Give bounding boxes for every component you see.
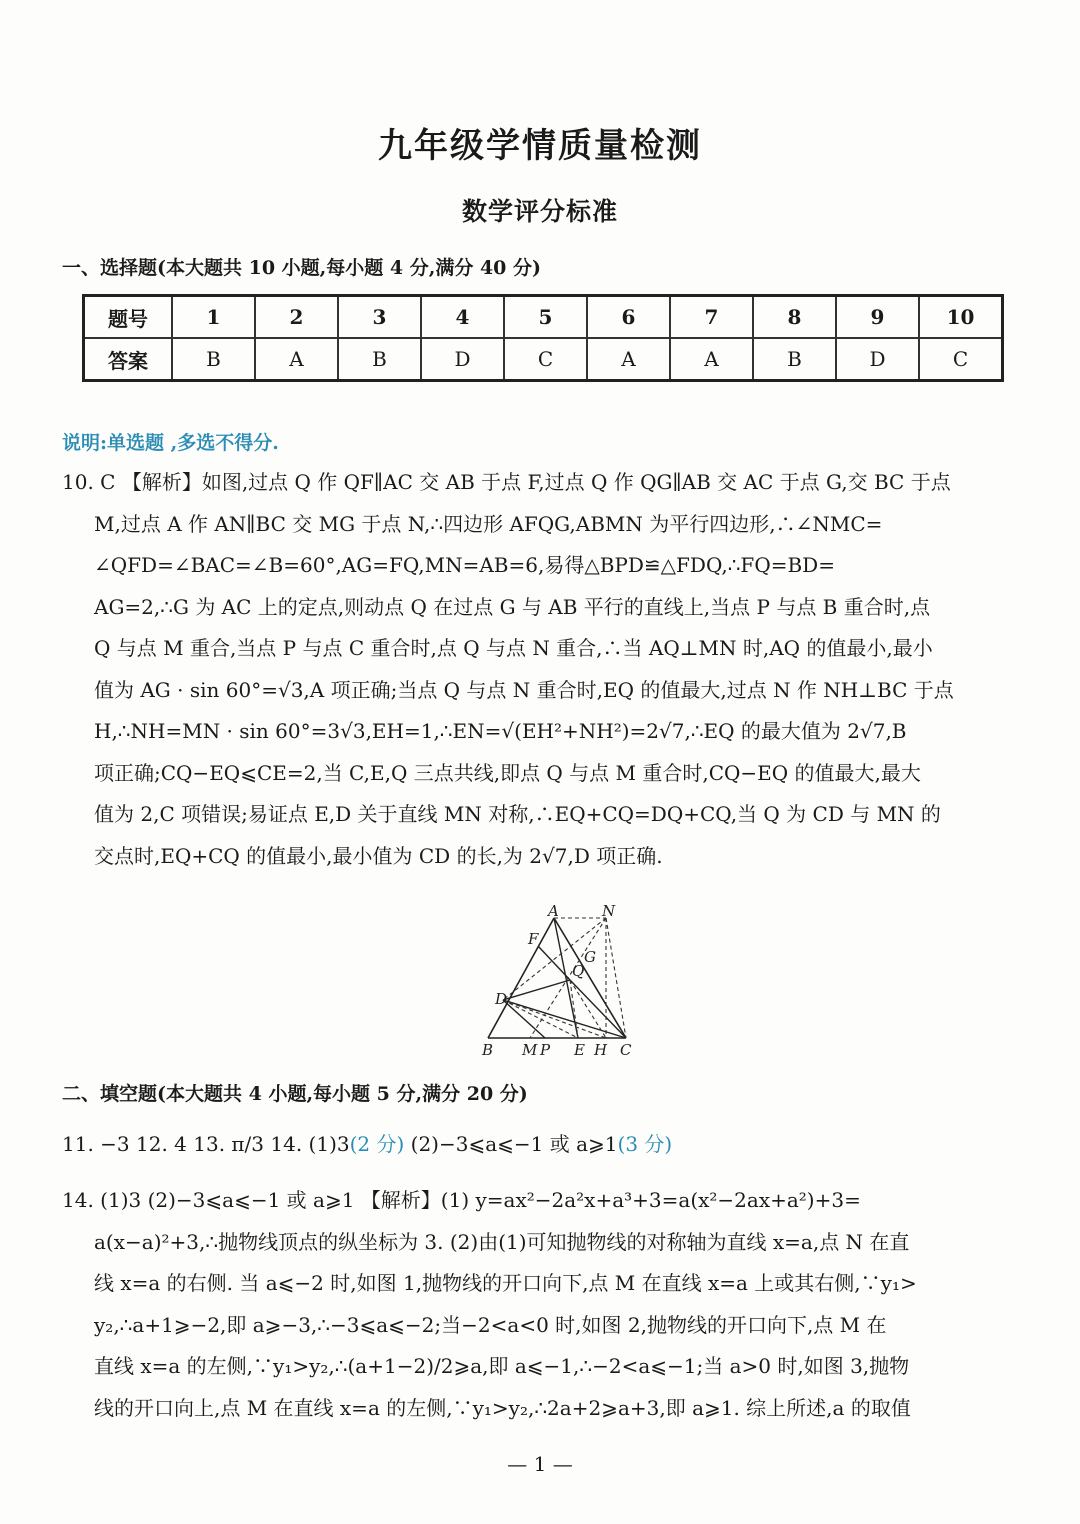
text-line: Q 与点 M 重合,当点 P 与点 C 重合时,点 Q 与点 N 重合,∴当 AQ⊥MN 时,AQ 的值最小,最小	[94, 636, 933, 660]
table-cell: 5	[504, 296, 587, 339]
text-line: 线 x=a 的右侧. 当 a⩽−2 时,如图 1,抛物线的开口向下,点 M 在直线 x=a 上或其右侧,∵y₁>	[94, 1271, 917, 1295]
text-line: 直线 x=a 的左侧,∵y₁>y₂,∴(a+1−2)/2⩾a,即 a⩽−1,∴−2<a⩽−1;当 a>0 时,如图 3,抛物	[94, 1354, 910, 1378]
text-line: 交点时,EQ+CQ 的值最小,最小值为 CD 的长,为 2√7,D 项正确.	[94, 843, 663, 868]
text-line: 值为 AG · sin 60°=√3,A 项正确;当点 Q 与点 N 重合时,EQ 的值最大,过点 N 作 NH⊥BC 于点	[94, 677, 954, 702]
score-label: (3 分)	[617, 1132, 673, 1156]
table-header-number: 题号	[84, 296, 173, 339]
q14-solution	[62, 1180, 917, 1429]
answer-table	[82, 294, 1004, 382]
label-e: E	[574, 1041, 585, 1059]
page-title: 九年级学情质量检测	[378, 126, 702, 166]
dashed-dh	[503, 1000, 606, 1038]
label-q: Q	[572, 962, 585, 980]
label-b: B	[482, 1041, 494, 1059]
section-heading-fill: 二、填空题(本大题共 4 小题,每小题 5 分,满分 20 分)	[62, 1083, 528, 1105]
table-cell: 2	[255, 296, 338, 339]
score-label: (2 分)	[349, 1132, 405, 1156]
label-h: H	[594, 1041, 608, 1059]
q10-solution	[62, 462, 954, 877]
fill-answer-text: (2)−3⩽a⩽−1 或 a⩾1	[404, 1132, 618, 1156]
segment-dp	[503, 1000, 545, 1038]
dashed-qe	[570, 980, 578, 1038]
label-m: M	[522, 1041, 538, 1059]
note-text: 说明:单选题 ,多选不得分.	[62, 432, 279, 454]
text-line: M,过点 A 作 AN∥BC 交 MG 于点 N,∴四边形 AFQG,ABMN 为平行四边形,∴∠NMC=	[94, 511, 883, 536]
table-cell: 8	[753, 296, 836, 339]
fill-answer-text: 11. −3 12. 4 13. π/3 14. (1)3	[62, 1132, 350, 1156]
label-a: A	[548, 902, 559, 920]
text-line: ∠QFD=∠BAC=∠B=60°,AG=FQ,MN=AB=6,易得△BPD≌△FDQ,∴FQ=BD=	[94, 553, 835, 577]
text-line: H,∴NH=MN · sin 60°=3√3,EH=1,∴EN=√(EH²+NH²)=2√7,∴EQ 的最大值为 2√7,B	[94, 719, 907, 743]
table-header-answer: 答案	[84, 338, 173, 381]
text-line: 项正确;CQ−EQ⩽CE=2,当 C,E,Q 三点共线,即点 Q 与点 M 重合时,CQ−EQ 的值最大,最大	[94, 760, 921, 785]
table-cell: A	[670, 338, 753, 381]
table-cell: B	[338, 338, 421, 381]
table-cell: 9	[836, 296, 919, 339]
table-cell: B	[172, 338, 255, 381]
text-line: 值为 2,C 项错误;易证点 E,D 关于直线 MN 对称,∴EQ+CQ=DQ+CQ,当 Q 为 CD 与 MN 的	[94, 802, 941, 826]
section-heading-choice: 一、选择题(本大题共 10 小题,每小题 4 分,满分 40 分)	[62, 257, 541, 279]
table-cell: 7	[670, 296, 753, 339]
page-subtitle: 数学评分标准	[461, 197, 618, 226]
table-row	[84, 296, 1003, 339]
table-cell: 3	[338, 296, 421, 339]
segment-ab	[488, 918, 554, 1038]
table-cell: D	[836, 338, 919, 381]
page-number: — 1 —	[507, 1452, 573, 1476]
segment-ac	[554, 918, 626, 1038]
text-line: a(x−a)²+3,∴抛物线顶点的纵坐标为 3. (2)由(1)可知抛物线的对称轴为直线 x=a,点 N 在直	[94, 1229, 910, 1254]
table-cell: 10	[919, 296, 1003, 339]
label-f: F	[528, 930, 539, 948]
table-cell: 6	[587, 296, 670, 339]
table-cell: C	[504, 338, 587, 381]
table-cell: C	[919, 338, 1003, 381]
table-cell: 1	[172, 296, 255, 339]
geometry-figure	[470, 900, 640, 1060]
label-g: G	[584, 948, 596, 966]
table-row	[84, 338, 1003, 381]
table-cell: D	[421, 338, 504, 381]
table-cell: B	[753, 338, 836, 381]
label-n: N	[602, 902, 616, 920]
dashed-qh	[570, 980, 606, 1038]
text-line: 线的开口向上,点 M 在直线 x=a 的左侧,∵y₁>y₂,∴2a+2⩾a+3,即 a⩾1. 综上所述,a 的取值	[94, 1395, 911, 1420]
label-d: D	[495, 990, 508, 1008]
fill-answers	[62, 1124, 672, 1166]
text-line: AG=2,∴G 为 AC 上的定点,则动点 Q 在过点 G 与 AB 平行的直线上,当点 P 与点 B 重合时,点	[94, 594, 931, 619]
text-line: y₂,∴a+1⩾−2,即 a⩾−3,∴−3⩽a⩽−2;当−2<a<0 时,如图 2,抛物线的开口向下,点 M 在	[94, 1312, 887, 1337]
text-line: 10. C 【解析】如图,过点 Q 作 QF∥AC 交 AB 于点 F,过点 Q 作 QG∥AB 交 AC 于点 G,交 BC 于点	[62, 470, 951, 494]
label-c: C	[620, 1041, 632, 1059]
table-cell: A	[255, 338, 338, 381]
text-line: 14. (1)3 (2)−3⩽a⩽−1 或 a⩾1 【解析】(1) y=ax²−2a²x+a³+3=a(x²−2ax+a²)+3=	[62, 1188, 861, 1212]
table-cell: A	[587, 338, 670, 381]
table-cell: 4	[421, 296, 504, 339]
label-p: P	[540, 1041, 551, 1059]
